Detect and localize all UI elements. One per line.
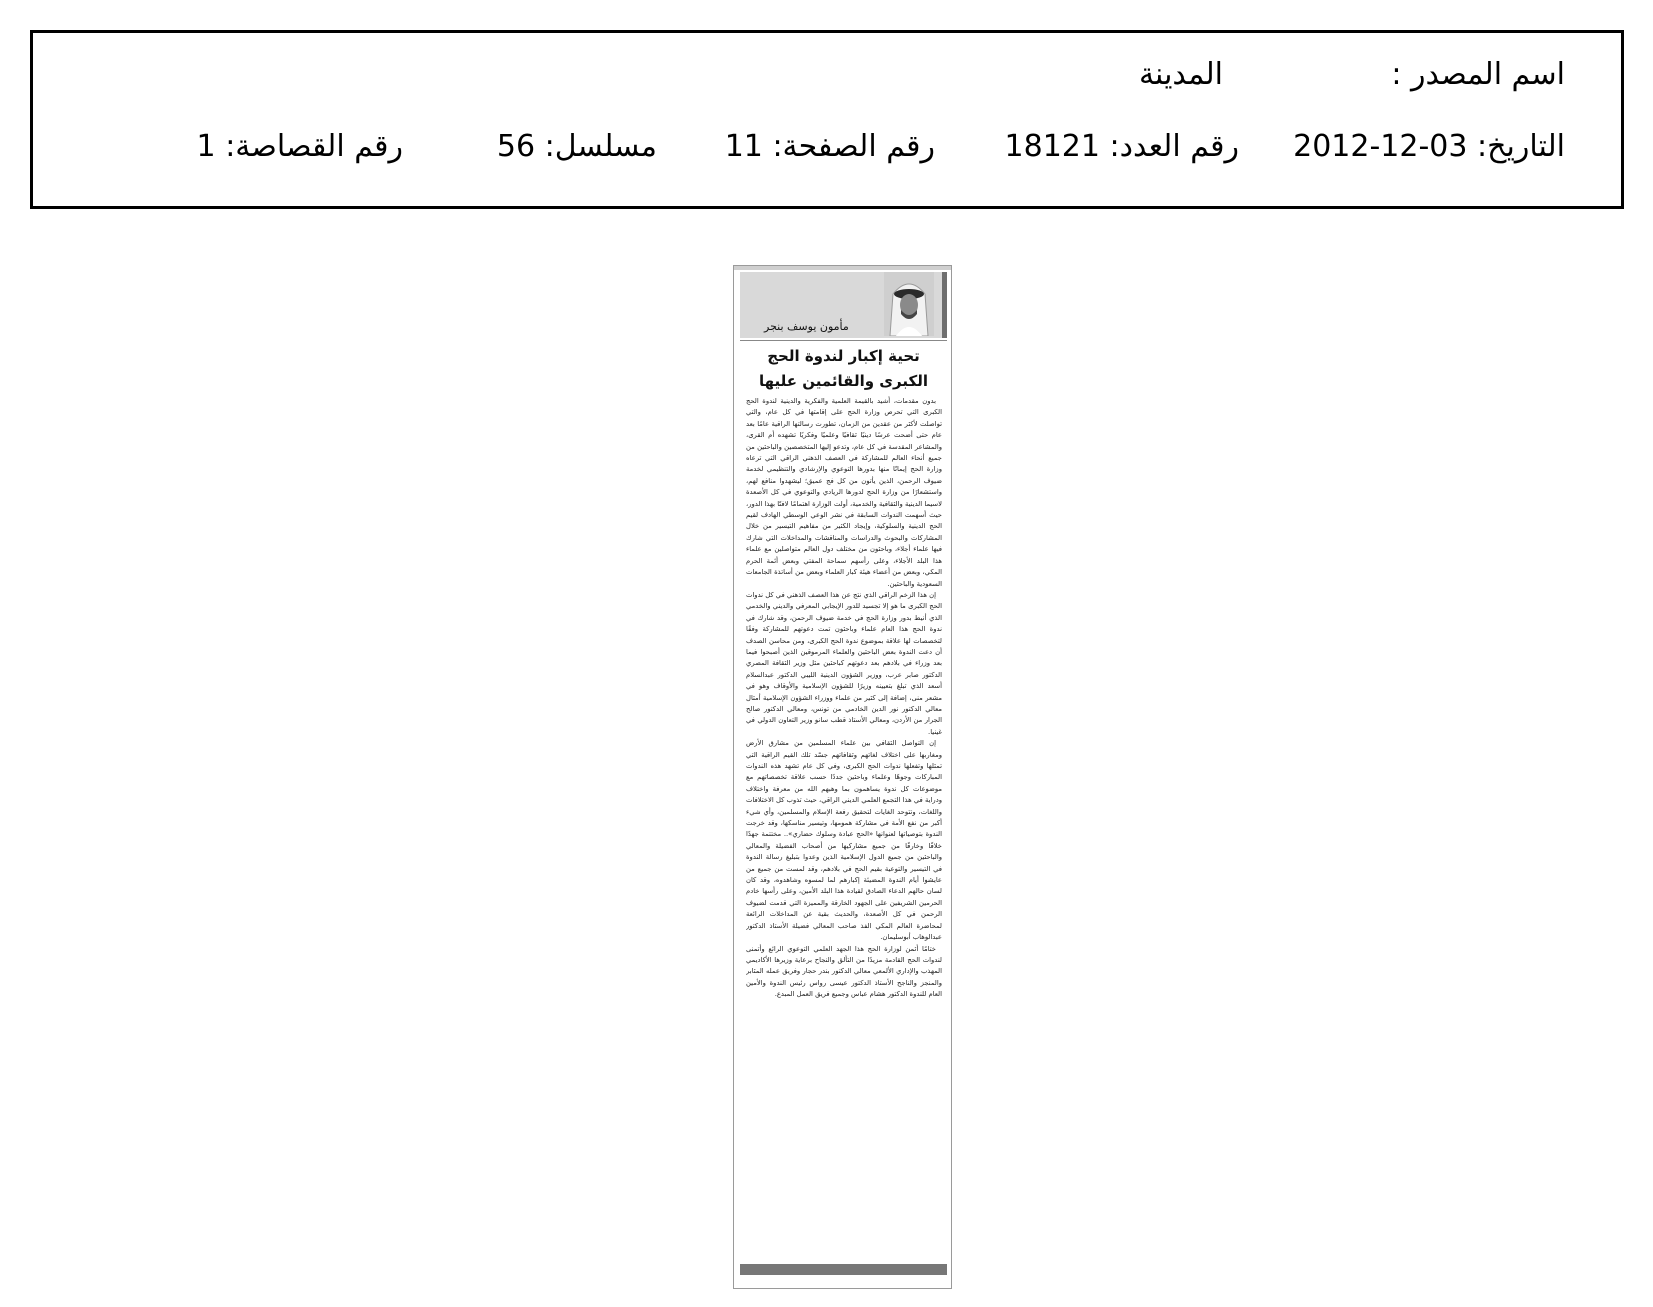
clip-number-field [197,129,403,165]
author-photo [884,272,934,336]
page-field [725,129,935,165]
clip-number-value: 1 [196,129,216,164]
newspaper-clipping [733,265,952,1289]
clip-number-label: رقم القصاصة: [225,129,403,164]
serial-label: مسلسل: [544,129,657,164]
clipping-bottom-bar [740,1264,947,1275]
source-value: المدينة [1138,57,1223,92]
article-headline [740,344,947,394]
article-paragraph: ختامًا أثمن لوزارة الحج هذا الجهد العلمي التوعوي الرائع وأتمنى لندوات الحج القادمة مزيدًا من التألق والنجاح برعاية وزيرها الأكاديمي المهذب والإداري الألمعي معالي الدكتور بندر حجار وفريق عمله المثابر والمنجز والناجح الأستاذ الدكتور عيسى رواس رئيس الندوة والأمين العام للندوة الدكتور هشام عباس وجميع فريق العمل المبدع. [746,944,942,999]
headline-line-2: الكبرى والقائمين عليها [758,372,928,390]
article-paragraph: بدون مقدمات، أشيد بالقيمة العلمية والفكرية والدينية لندوة الحج الكبرى التي تحرص وزارة الحج على إقامتها في كل عام، والتي تواصلت لأكثر من عقدين من الزمان، تطورت رسالتها الراقية عامًا بعد عام حتى أضحت عرسًا دينيًا ثقافيًا وعلميًا وفكريًا تشهده أم القرى، والمشاعر المقدسة في كل عام، وتدعو إليها المتخصصين والباحثين من جميع أنحاء العالم للمشاركة في العصف الذهني الراقي التي ترعاه وزارة الحج إيمانًا منها بدورها التوعوي والإرشادي والتنظيمي لخدمة ضيوف الرحمن، الذين يأتون من كل فج عميق؛ ليشهدوا منافع لهم، واستشعارًا من وزارة الحج لدورها الريادي والتوعوي في كل الأصعدة لاسيما الدينية والثقافية والخدمية، أولت الوزارة اهتمامًا لافتًا بهذا الدور، حيث أسهمت الندوات السابقة في نشر الوعي الوسطي الهادف لقيم الحج الدينية والسلوكية، وإيجاد الكثير من مفاهيم التيسير من خلال المشاركات والبحوث والدراسات والمناقشات والمداخلات التي شارك فيها علماء أجلاء، وباحثون من مختلف دول العالم متواصلين مع علماء هذا البلد الأجلاء، وعلى رأسهم سماحة المفتي وبعض أئمة الحرم المكي، وبعض من أعضاء هيئة كبار العلماء وبعض من أساتذة الجامعات السعودية والباحثين. [746,397,942,588]
source-label: اسم المصدر : [1391,57,1565,92]
article-paragraph: إن التواصل الثقافي بين علماء المسلمين من مشارق الأرض ومغاربها على اختلاف لغاتهم وثقافاتهم جسّد تلك القيم الراقية التي تمثلها وتفعلها ندوات الحج الكبرى، وفي كل عام تشهد هذه الندوات المباركات وجوهًا وعلماء وباحثين جددًا حسب علاقة تخصصاتهم مع موضوعات كل ندوة يساهمون بما وهبهم الله من معرفة واختلاف ودراية في هذا التجمع العلمي الديني الراقي، حيث تذوب كل الاختلافات واللغات، وتتوحد الغايات لتحقيق رفعة الإسلام والمسلمين، وأي شيء أكبر من نفع الأمة في مشاركة همومها، وتيسير مناسكها، وقد خرجت الندوة بتوصياتها لعنوانها «الحج عبادة وسلوك حضاري».. مختتمة جهدًا خلاقًا وخارقًا من جميع مشاركيها من أصحاب الفضيلة والمعالي والباحثين من جميع الدول الإسلامية الذين وعدوا بتبليغ رسالة الندوة في التيسير والتوعية بقيم الحج في بلادهم، وقد لمست من جميع من عايشوا أيام الندوة المضيئة إكبارهم لما لمسوه وشاهدوه، وقد كان لسان حالهم الدعاء الصادق لقيادة هذا البلد الأمين، وعلى رأسها خادم الحرمين الشريفين على الجهود الخارقة والمميزة التي قدمت لضيوف الرحمن في كل الأصعدة، والحديث بقية عن المداخلات الرائعة لمحاضرة العالم المكي الفذ صاحب المعالي فضيلة الأستاذ الدكتور عبدالوهاب أبوسليمان. [746,739,942,942]
clipping-top-bar [734,266,951,270]
author-name: مأمون يوسف بنجر [764,320,849,333]
serial-field [497,129,657,165]
byline-band [740,272,947,338]
serial-value: 56 [496,129,536,164]
article-body [746,396,942,1260]
issue-field [1005,129,1239,165]
date-value: 2012-12-03 [1293,129,1468,164]
byline-divider [740,340,947,341]
date-label: التاريخ: [1477,129,1565,164]
page-value: 11 [724,129,763,164]
article-paragraph: إن هذا الزخم الراقي الذي نتج عن هذا العصف الذهني في كل ندوات الحج الكبرى ما هو إلا تجسيد للدور الإيجابي المعرفي والديني والخدمي الذي أنيط بدور وزارة الحج في خدمة ضيوف الرحمن، وقد شارك في ندوة الحج هذا العام علماء وباحثون تمت دعوتهم للمشاركة وفقًا لتخصصات لها علاقة بموضوع ندوة الحج الكبرى، ومن محاسن الصدف أن دعت الندوة بعض الباحثين والعلماء المرموقين الذين أصبحوا فيما بعد وزراء في بلادهم بعد دعوتهم كباحثين مثل وزير الثقافة المصري الدكتور صابر عرب، ووزير الشؤون الدينية الليبي الدكتور عبدالسلام أسعد الذي تبلغ بتعيينه وزيرًا للشؤون الإسلامية والأوقاف وهو في مشعر منى، إضافة إلى كثير من علماء ووزراء الشؤون الإسلامية أمثال معالي الدكتور نور الدين الخادمي من تونس، ومعالي الدكتور صالح الجرار من الأردن، ومعالي الأستاذ قطب سانو وزير التعاون الدولي في غينيا. [746,590,942,736]
issue-value: 18121 [1004,129,1100,164]
issue-label: رقم العدد: [1109,129,1239,164]
headline-line-1: تحية إكبار لندوة الحج [767,347,920,365]
author-portrait-icon [884,272,934,336]
clipping-metadata-box [30,30,1624,209]
date-field [1293,129,1565,165]
page-label: رقم الصفحة: [772,129,935,164]
